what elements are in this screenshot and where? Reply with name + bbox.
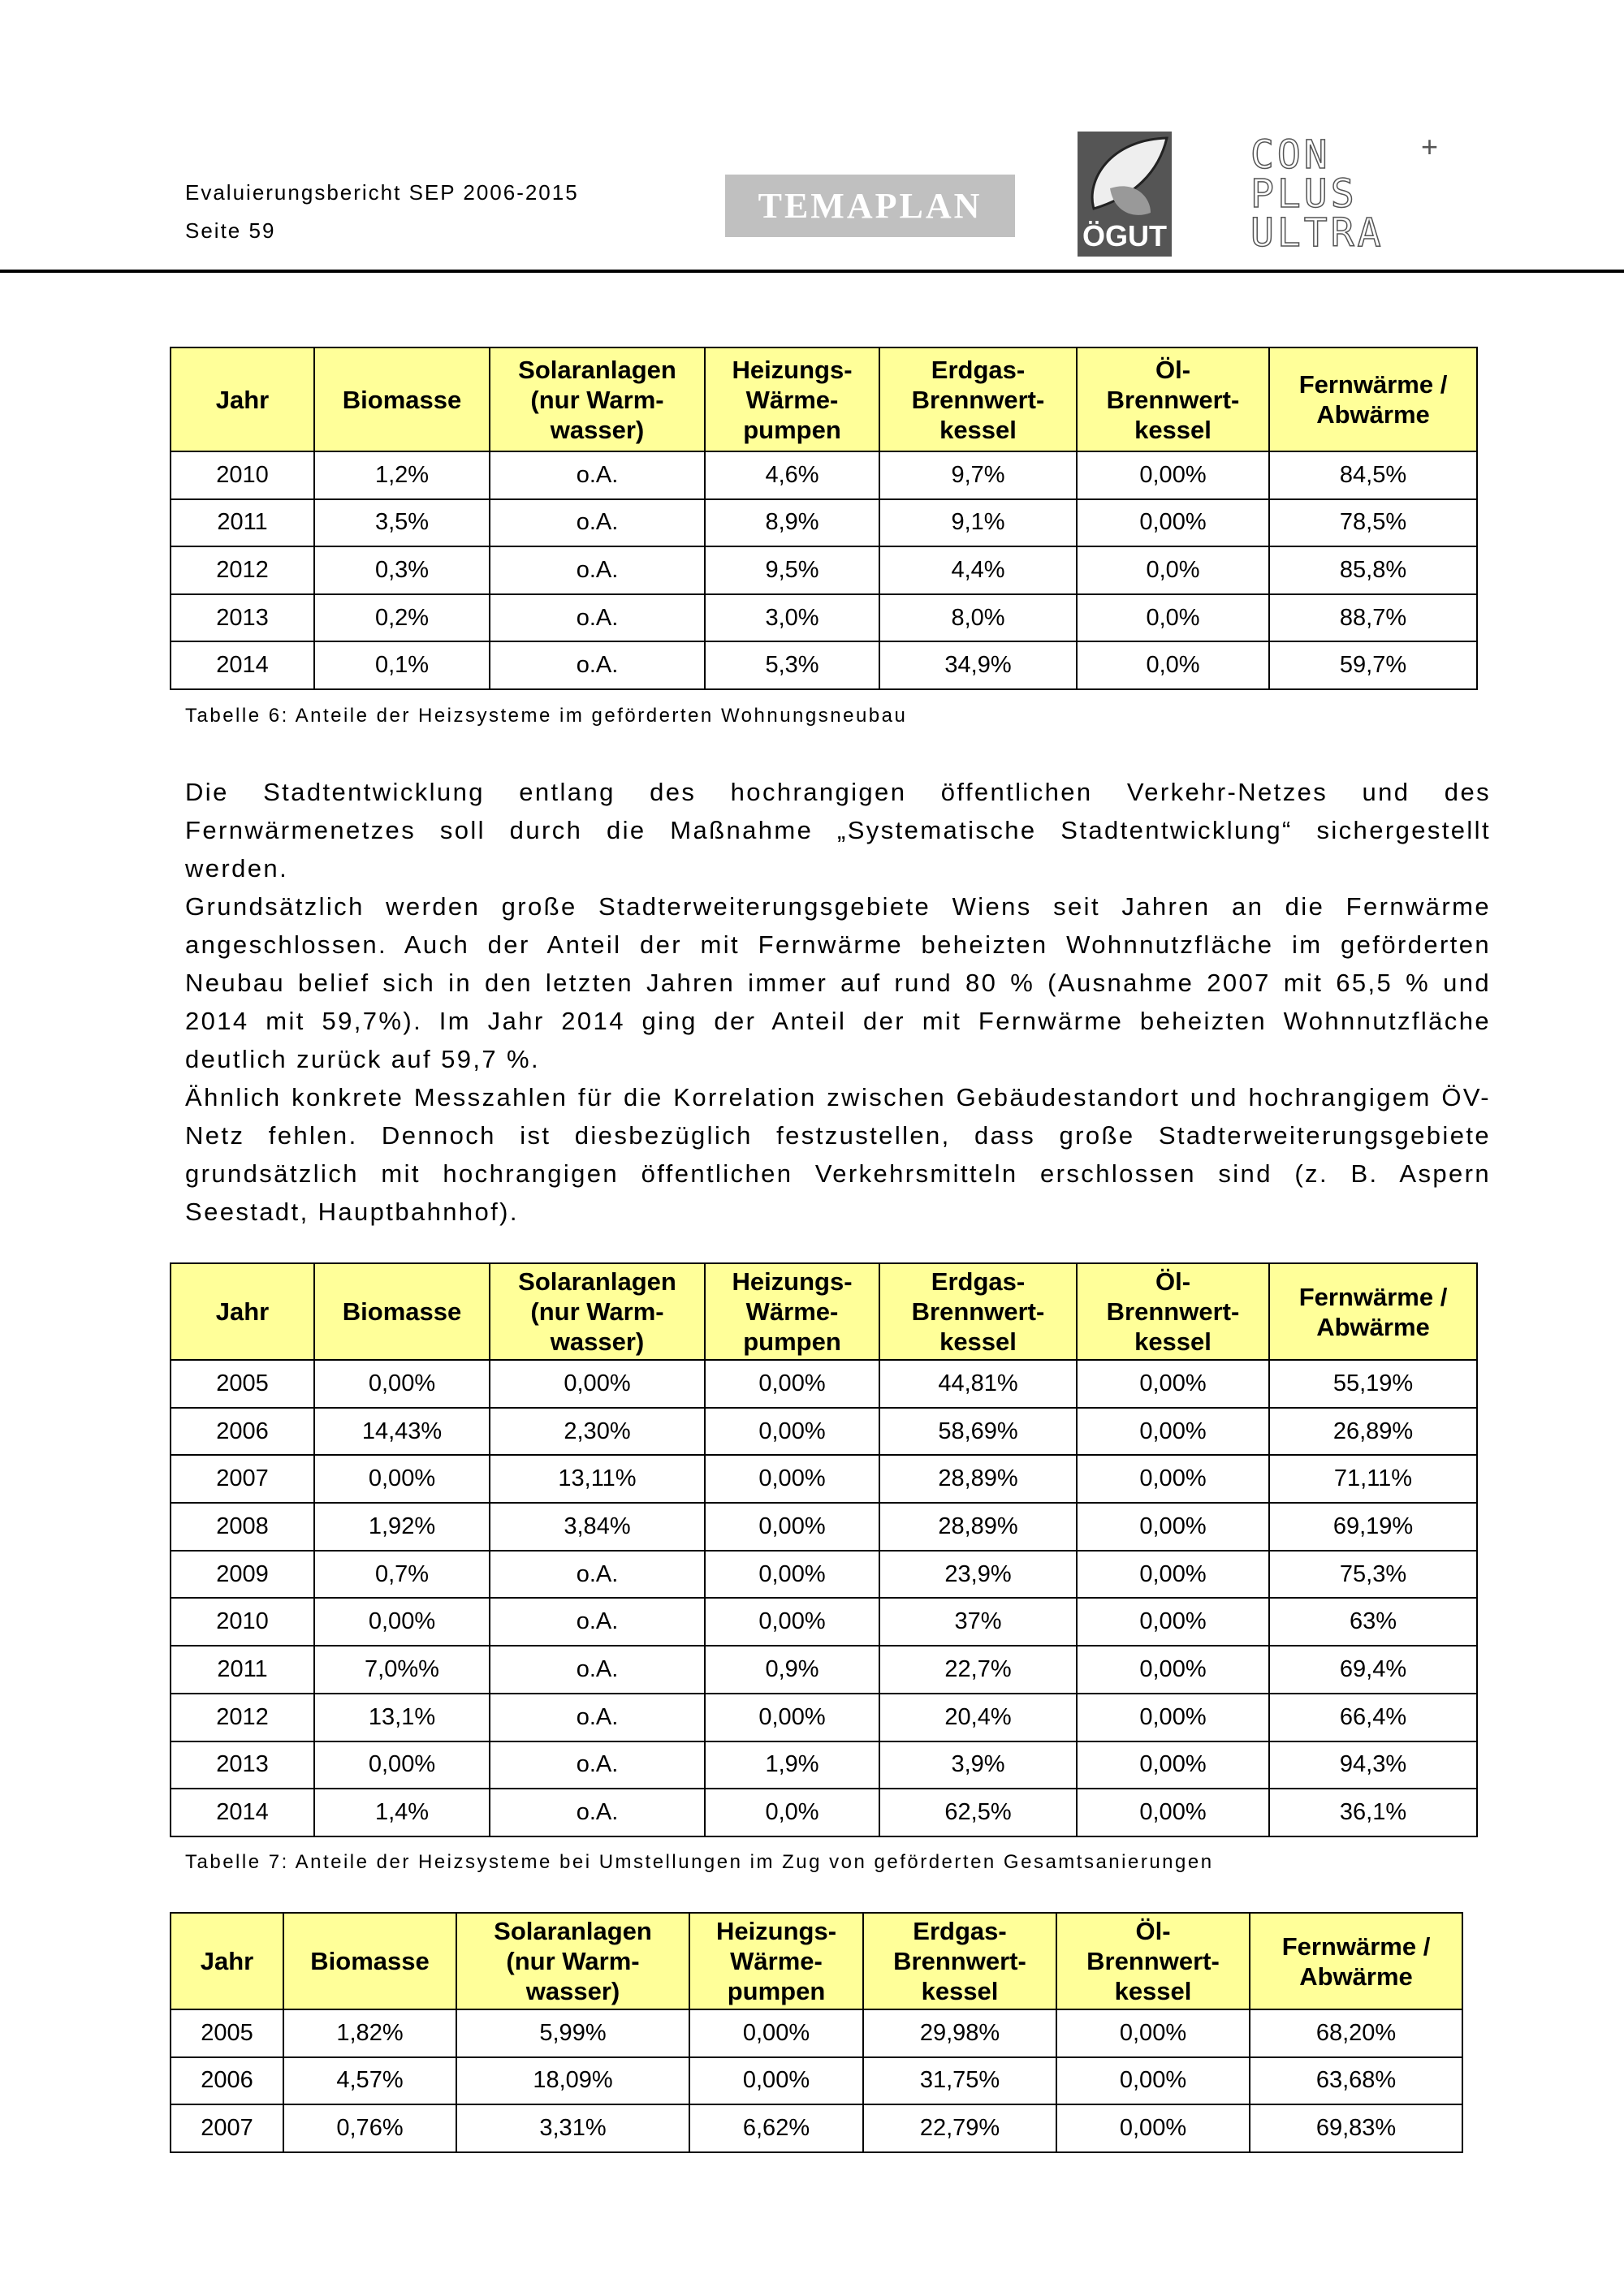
table-row xyxy=(171,1598,1477,1646)
column-header: Biomasse xyxy=(283,1913,456,2009)
value-cell: 55,19% xyxy=(1269,1360,1477,1408)
value-cell: 0,0% xyxy=(1077,594,1269,642)
value-cell: 0,00% xyxy=(1056,2009,1250,2057)
value-cell: 0,00% xyxy=(1077,1360,1269,1408)
value-cell: 0,9% xyxy=(705,1646,879,1694)
header-row xyxy=(171,1263,1477,1360)
value-cell: 71,11% xyxy=(1269,1455,1477,1503)
year-cell: 2012 xyxy=(171,546,314,594)
table-row xyxy=(171,641,1477,689)
value-cell: 13,1% xyxy=(314,1694,490,1741)
value-cell: 3,31% xyxy=(456,2104,689,2152)
value-cell: 88,7% xyxy=(1269,594,1477,642)
table-row xyxy=(171,1551,1477,1599)
value-cell: 0,00% xyxy=(1077,1646,1269,1694)
value-cell: 28,89% xyxy=(879,1503,1077,1551)
value-cell: 3,0% xyxy=(705,594,879,642)
value-cell: 63,68% xyxy=(1250,2057,1462,2105)
year-cell: 2011 xyxy=(171,1646,314,1694)
table-row xyxy=(171,2009,1462,2057)
value-cell: 1,2% xyxy=(314,451,490,499)
column-header: Solaranlagen (nur Warm- wasser) xyxy=(456,1913,689,2009)
column-header: Fernwärme / Abwärme xyxy=(1269,347,1477,451)
page-number: Seite 59 xyxy=(185,218,276,243)
value-cell: 3,5% xyxy=(314,499,490,547)
value-cell: 0,00% xyxy=(314,1360,490,1408)
value-cell: 0,00% xyxy=(1056,2057,1250,2105)
value-cell: 28,89% xyxy=(879,1455,1077,1503)
year-cell: 2010 xyxy=(171,1598,314,1646)
value-cell: 78,5% xyxy=(1269,499,1477,547)
value-cell: 3,9% xyxy=(879,1741,1077,1789)
value-cell: 9,1% xyxy=(879,499,1077,547)
value-cell: 0,00% xyxy=(314,1741,490,1789)
value-cell: 2,30% xyxy=(490,1408,705,1456)
value-cell: 0,00% xyxy=(705,1360,879,1408)
value-cell: 0,00% xyxy=(1077,1551,1269,1599)
year-cell: 2005 xyxy=(171,2009,283,2057)
value-cell: 0,00% xyxy=(1077,1455,1269,1503)
value-cell: 5,99% xyxy=(456,2009,689,2057)
value-cell: 1,9% xyxy=(705,1741,879,1789)
con-plus-ultra-logo xyxy=(1250,130,1462,258)
paragraph: Ähnlich konkrete Messzahlen für die Korrelation zwischen Gebäudestandort und hochrangigem ÖV-Netz fehlen. Dennoch ist diesbezüglich festzustellen, dass große Stadterweiterungsgebiete grundsätzlich mit hochrangigen öffentlichen Verkehrsmitteln erschlossen sind (z. B. Aspern Seestadt, Hauptbahnhof). xyxy=(185,1083,1491,1226)
column-header: Solaranlagen (nur Warm- wasser) xyxy=(490,347,705,451)
value-cell: 66,4% xyxy=(1269,1694,1477,1741)
table-row xyxy=(171,594,1477,642)
column-header: Solaranlagen (nur Warm- wasser) xyxy=(490,1263,705,1360)
value-cell: 26,89% xyxy=(1269,1408,1477,1456)
column-header: Erdgas- Brennwert- kessel xyxy=(879,347,1077,451)
value-cell: 9,5% xyxy=(705,546,879,594)
table-row xyxy=(171,1455,1477,1503)
value-cell: 62,5% xyxy=(879,1789,1077,1836)
value-cell: 0,00% xyxy=(689,2057,863,2105)
temaplan-logo: TEMAPLAN xyxy=(725,175,1015,237)
value-cell: 36,1% xyxy=(1269,1789,1477,1836)
year-cell: 2011 xyxy=(171,499,314,547)
year-cell: 2014 xyxy=(171,641,314,689)
value-cell: 0,00% xyxy=(1077,1741,1269,1789)
table-heating-new-construction xyxy=(170,347,1478,690)
table-row xyxy=(171,451,1477,499)
year-cell: 2006 xyxy=(171,2057,283,2105)
value-cell: 0,00% xyxy=(705,1551,879,1599)
value-cell: 37% xyxy=(879,1598,1077,1646)
value-cell: 4,4% xyxy=(879,546,1077,594)
value-cell: 13,11% xyxy=(490,1455,705,1503)
value-cell: 29,98% xyxy=(863,2009,1056,2057)
value-cell: o.A. xyxy=(490,499,705,547)
year-cell: 2012 xyxy=(171,1694,314,1741)
logo-line: ULTRA xyxy=(1250,210,1384,256)
value-cell: o.A. xyxy=(490,641,705,689)
value-cell: 8,9% xyxy=(705,499,879,547)
table-row xyxy=(171,1646,1477,1694)
value-cell: 0,00% xyxy=(1077,499,1269,547)
value-cell: 22,7% xyxy=(879,1646,1077,1694)
value-cell: 34,9% xyxy=(879,641,1077,689)
value-cell: o.A. xyxy=(490,451,705,499)
value-cell: 23,9% xyxy=(879,1551,1077,1599)
column-header: Öl- Brennwert- kessel xyxy=(1056,1913,1250,2009)
value-cell: 84,5% xyxy=(1269,451,1477,499)
value-cell: 0,0% xyxy=(1077,641,1269,689)
value-cell: 94,3% xyxy=(1269,1741,1477,1789)
logo-line: CON xyxy=(1250,132,1331,178)
value-cell: o.A. xyxy=(490,1598,705,1646)
value-cell: 58,69% xyxy=(879,1408,1077,1456)
paragraph: Grundsätzlich werden große Stadterweiterungsgebiete Wiens seit Jahren an die Fernwärme angeschlossen. Auch der Anteil der mit Fernwärme beheizten Wohnnutzfläche im geförderten Neubau belief sich in den letzten Jahren immer auf rund 80 % (Ausnahme 2007 mit 65,5 % und 2014 mit 59,7%). Im Jahr 2014 ging der Anteil der mit Fernwärme beheizten Wohnnutzfläche deutlich zurück auf 59,7 %. xyxy=(185,892,1491,1073)
column-header: Jahr xyxy=(171,347,314,451)
value-cell: 68,20% xyxy=(1250,2009,1462,2057)
value-cell: 9,7% xyxy=(879,451,1077,499)
header-row xyxy=(171,347,1477,451)
value-cell: 0,00% xyxy=(705,1694,879,1741)
column-header: Jahr xyxy=(171,1263,314,1360)
table-6-caption: Tabelle 6: Anteile der Heizsysteme im geförderten Wohnungsneubau xyxy=(185,705,908,727)
header-row xyxy=(171,1913,1462,2009)
ogut-label: ÖGUT xyxy=(1082,219,1167,252)
value-cell: o.A. xyxy=(490,1694,705,1741)
value-cell: 69,19% xyxy=(1269,1503,1477,1551)
value-cell: 44,81% xyxy=(879,1360,1077,1408)
column-header: Heizungs- Wärme- pumpen xyxy=(705,1263,879,1360)
ogut-logo xyxy=(1078,132,1172,257)
value-cell: 0,3% xyxy=(314,546,490,594)
year-cell: 2007 xyxy=(171,1455,314,1503)
value-cell: 0,00% xyxy=(1056,2104,1250,2152)
table-row xyxy=(171,1789,1477,1836)
value-cell: o.A. xyxy=(490,546,705,594)
value-cell: 0,00% xyxy=(314,1598,490,1646)
column-header: Heizungs- Wärme- pumpen xyxy=(705,347,879,451)
year-cell: 2013 xyxy=(171,1741,314,1789)
value-cell: o.A. xyxy=(490,1789,705,1836)
value-cell: o.A. xyxy=(490,1646,705,1694)
column-header: Biomasse xyxy=(314,347,490,451)
column-header: Heizungs- Wärme- pumpen xyxy=(689,1913,863,2009)
value-cell: 0,00% xyxy=(705,1408,879,1456)
value-cell: 1,82% xyxy=(283,2009,456,2057)
table-row xyxy=(171,1694,1477,1741)
value-cell: 1,92% xyxy=(314,1503,490,1551)
column-header: Erdgas- Brennwert- kessel xyxy=(879,1263,1077,1360)
column-header: Fernwärme / Abwärme xyxy=(1269,1263,1477,1360)
year-cell: 2008 xyxy=(171,1503,314,1551)
value-cell: o.A. xyxy=(490,594,705,642)
value-cell: 0,0% xyxy=(1077,546,1269,594)
table-row xyxy=(171,2104,1462,2152)
logo-line: PLUS xyxy=(1250,171,1358,217)
value-cell: 20,4% xyxy=(879,1694,1077,1741)
value-cell: 7,0%% xyxy=(314,1646,490,1694)
value-cell: 5,3% xyxy=(705,641,879,689)
value-cell: 22,79% xyxy=(863,2104,1056,2152)
body-text xyxy=(185,773,1491,1231)
value-cell: 69,83% xyxy=(1250,2104,1462,2152)
year-cell: 2005 xyxy=(171,1360,314,1408)
value-cell: 59,7% xyxy=(1269,641,1477,689)
column-header: Öl- Brennwert- kessel xyxy=(1077,1263,1269,1360)
value-cell: 0,00% xyxy=(1077,1694,1269,1741)
value-cell: 0,00% xyxy=(1077,1503,1269,1551)
report-title: Evaluierungsbericht SEP 2006-2015 xyxy=(185,180,579,205)
value-cell: 0,76% xyxy=(283,2104,456,2152)
value-cell: 3,84% xyxy=(490,1503,705,1551)
table-heating-renovations xyxy=(170,1262,1478,1837)
value-cell: 0,00% xyxy=(1077,451,1269,499)
value-cell: 0,00% xyxy=(689,2009,863,2057)
value-cell: 0,00% xyxy=(1077,1598,1269,1646)
leaf-icon xyxy=(1078,132,1172,221)
table-row xyxy=(171,1408,1477,1456)
year-cell: 2006 xyxy=(171,1408,314,1456)
column-header: Erdgas- Brennwert- kessel xyxy=(863,1913,1056,2009)
value-cell: 0,00% xyxy=(705,1598,879,1646)
year-cell: 2013 xyxy=(171,594,314,642)
value-cell: 6,62% xyxy=(689,2104,863,2152)
column-header: Fernwärme / Abwärme xyxy=(1250,1913,1462,2009)
value-cell: 0,00% xyxy=(1077,1408,1269,1456)
value-cell: 4,6% xyxy=(705,451,879,499)
value-cell: 14,43% xyxy=(314,1408,490,1456)
value-cell: o.A. xyxy=(490,1741,705,1789)
value-cell: 0,00% xyxy=(1077,1789,1269,1836)
value-cell: 1,4% xyxy=(314,1789,490,1836)
year-cell: 2014 xyxy=(171,1789,314,1836)
table-row xyxy=(171,546,1477,594)
value-cell: 31,75% xyxy=(863,2057,1056,2105)
table-heating-continued xyxy=(170,1912,1463,2153)
value-cell: 0,2% xyxy=(314,594,490,642)
table-7-caption: Tabelle 7: Anteile der Heizsysteme bei Umstellungen im Zug von geförderten Gesamtsanierungen xyxy=(185,1851,1214,1873)
value-cell: 0,00% xyxy=(705,1503,879,1551)
value-cell: o.A. xyxy=(490,1551,705,1599)
value-cell: 85,8% xyxy=(1269,546,1477,594)
plus-icon: + xyxy=(1421,130,1439,163)
table-row xyxy=(171,1741,1477,1789)
column-header: Jahr xyxy=(171,1913,283,2009)
value-cell: 0,00% xyxy=(314,1455,490,1503)
table-row xyxy=(171,499,1477,547)
value-cell: 0,00% xyxy=(490,1360,705,1408)
year-cell: 2010 xyxy=(171,451,314,499)
value-cell: 69,4% xyxy=(1269,1646,1477,1694)
year-cell: 2009 xyxy=(171,1551,314,1599)
table-row xyxy=(171,2057,1462,2105)
value-cell: 18,09% xyxy=(456,2057,689,2105)
table-row xyxy=(171,1360,1477,1408)
column-header: Biomasse xyxy=(314,1263,490,1360)
table-row xyxy=(171,1503,1477,1551)
value-cell: 75,3% xyxy=(1269,1551,1477,1599)
value-cell: 0,00% xyxy=(705,1455,879,1503)
value-cell: 63% xyxy=(1269,1598,1477,1646)
value-cell: 8,0% xyxy=(879,594,1077,642)
value-cell: 0,7% xyxy=(314,1551,490,1599)
value-cell: 0,1% xyxy=(314,641,490,689)
header-divider xyxy=(0,270,1624,273)
year-cell: 2007 xyxy=(171,2104,283,2152)
value-cell: 4,57% xyxy=(283,2057,456,2105)
column-header: Öl- Brennwert- kessel xyxy=(1077,347,1269,451)
paragraph: Die Stadtentwicklung entlang des hochrangigen öffentlichen Verkehr-Netzes und des Fernwärmenetzes soll durch die Maßnahme „Systematische Stadtentwicklung“ sichergestellt werden. xyxy=(185,778,1491,883)
value-cell: 0,0% xyxy=(705,1789,879,1836)
